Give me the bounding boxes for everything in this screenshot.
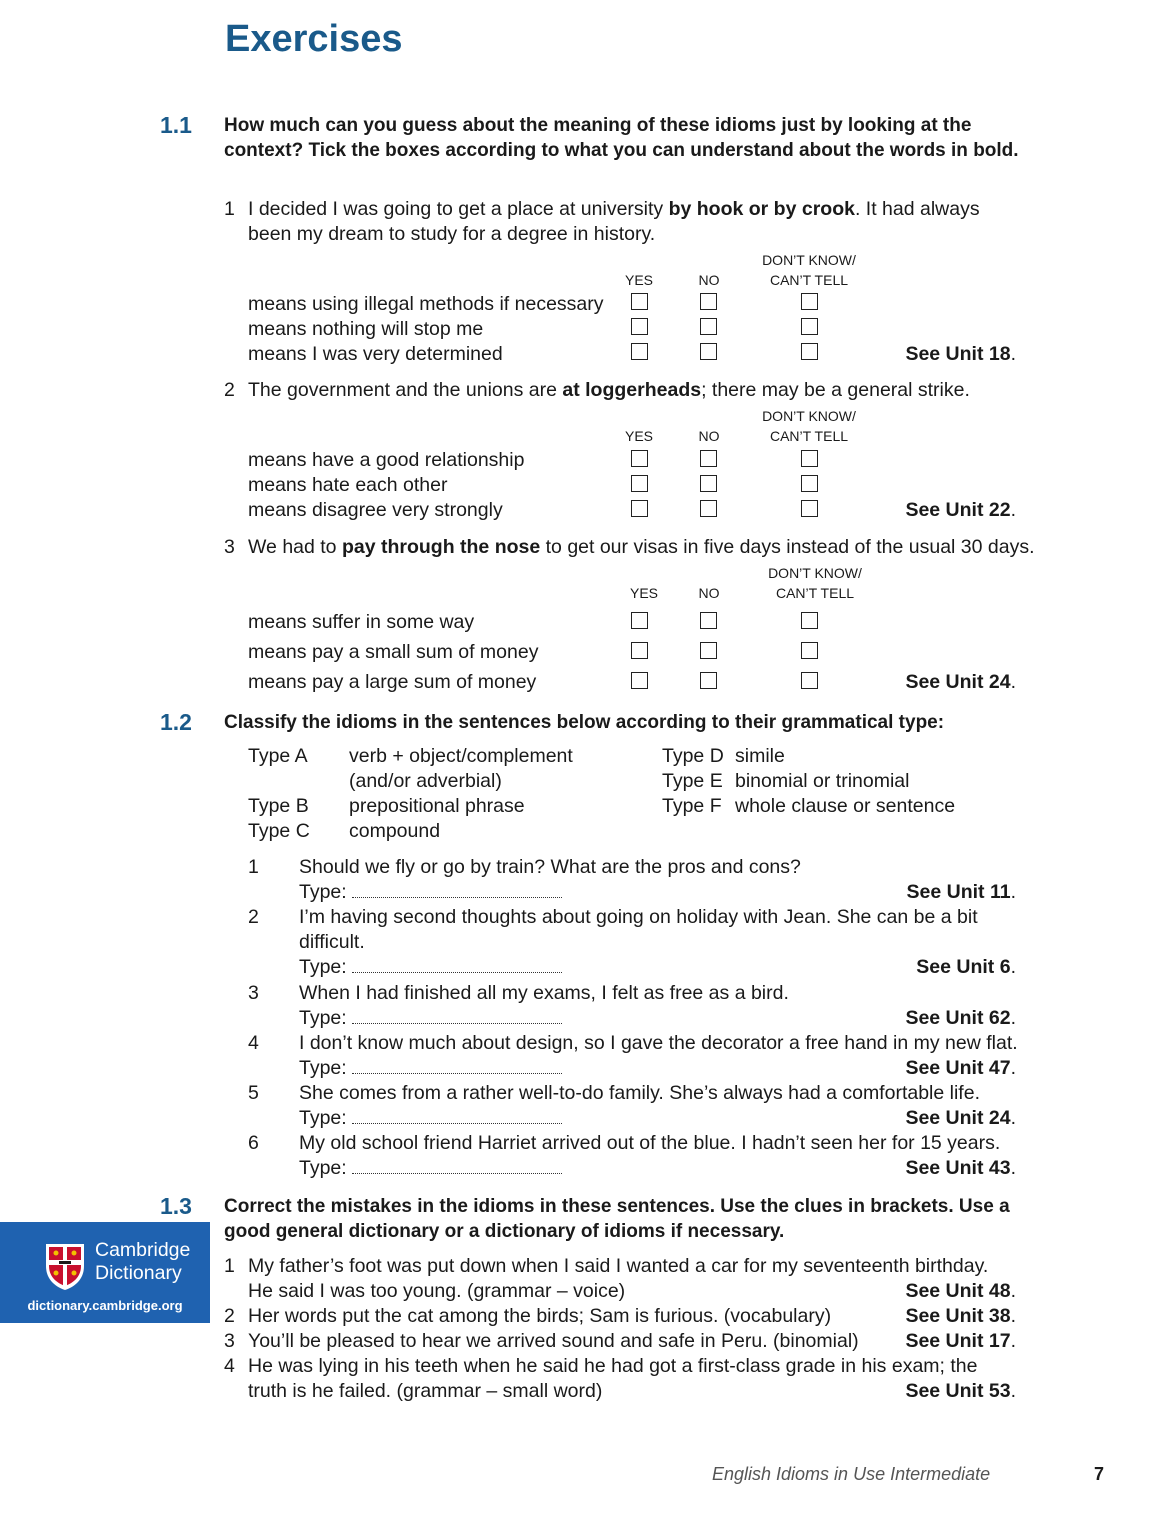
item-number: 6 <box>248 1132 259 1154</box>
type-description: verb + object/complement <box>349 745 573 767</box>
see-unit-reference: See Unit 24. <box>905 1107 1016 1129</box>
type-label: Type A <box>248 745 308 767</box>
checkbox-yes[interactable] <box>631 672 648 689</box>
type-answer-field[interactable]: Type: <box>299 1056 562 1081</box>
header-no: NO <box>698 585 720 601</box>
type-label: Type E <box>662 770 723 792</box>
option-text: means suffer in some way <box>248 611 475 633</box>
checkbox-no[interactable] <box>700 450 717 467</box>
item-sentence: My old school friend Harriet arrived out of the blue. I hadn’t seen her for 15 years. <box>299 1132 1001 1154</box>
see-unit-reference: See Unit 53. <box>905 1380 1016 1402</box>
item-sentence: She comes from a rather well-to-do family. She’s always had a comfortable life. <box>299 1082 980 1104</box>
checkbox-no[interactable] <box>700 672 717 689</box>
option-text: means hate each other <box>248 474 448 496</box>
checkbox-yes[interactable] <box>631 293 648 310</box>
question-number: 3 <box>224 536 235 558</box>
type-answer-field[interactable]: Type: <box>299 880 562 905</box>
header-yes: YES <box>624 272 653 288</box>
footer-book-title: English Idioms in Use Intermediate <box>712 1464 991 1484</box>
see-unit-reference: See Unit 62. <box>905 1007 1016 1029</box>
checkbox-no[interactable] <box>700 500 717 517</box>
option-text: means pay a large sum of money <box>248 671 537 693</box>
see-unit-reference: See Unit 22. <box>905 499 1016 521</box>
checkbox-no[interactable] <box>700 642 717 659</box>
item-number: 3 <box>224 1330 235 1352</box>
see-unit-reference: See Unit 48. <box>905 1280 1016 1302</box>
item-sentence: My father’s foot was put down when I said I wanted a car for my seventeenth birthday. <box>248 1255 989 1277</box>
checkbox-yes[interactable] <box>631 612 648 629</box>
see-unit-reference: See Unit 43. <box>905 1157 1016 1179</box>
question-text-continued: been my dream to study for a degree in history. <box>248 223 656 245</box>
item-sentence-continued: truth is he failed. (grammar – small word) <box>248 1380 603 1402</box>
see-unit-reference: See Unit 47. <box>905 1057 1016 1079</box>
checkbox-no[interactable] <box>700 293 717 310</box>
page-number: 7 <box>1094 1464 1105 1484</box>
checkbox-no[interactable] <box>700 475 717 492</box>
see-unit-reference: See Unit 38. <box>905 1305 1016 1327</box>
item-sentence: You’ll be pleased to hear we arrived sound and safe in Peru. (binomial) <box>248 1330 859 1352</box>
logo-url: dictionary.cambridge.org <box>27 1298 183 1313</box>
type-description: (and/or adverbial) <box>349 770 502 792</box>
item-number: 4 <box>248 1032 259 1054</box>
item-sentence-continued: He said I was too young. (grammar – voice) <box>248 1280 626 1302</box>
header-dont-know: DON’T KNOW/ CAN’T TELL <box>762 408 856 444</box>
type-description: whole clause or sentence <box>735 795 956 817</box>
checkbox-yes[interactable] <box>631 343 648 360</box>
type-description: binomial or trinomial <box>735 770 910 792</box>
type-description: compound <box>349 820 441 842</box>
item-number: 1 <box>248 856 259 878</box>
item-number: 5 <box>248 1082 259 1104</box>
exercise-number: 1.2 <box>160 709 192 735</box>
exercise-number: 1.1 <box>160 112 192 138</box>
exercise-number: 1.3 <box>160 1193 192 1219</box>
checkbox-yes[interactable] <box>631 500 648 517</box>
checkbox-dont-know[interactable] <box>801 500 818 517</box>
item-sentence: He was lying in his teeth when he said he had got a first-class grade in his exam; the <box>248 1355 978 1377</box>
header-no: NO <box>698 272 720 288</box>
see-unit-reference: See Unit 24. <box>905 671 1016 693</box>
checkbox-yes[interactable] <box>631 318 648 335</box>
type-description: simile <box>735 745 785 767</box>
type-answer-field[interactable]: Type: <box>299 1156 562 1181</box>
logo-text: Cambridge Dictionary <box>95 1239 191 1284</box>
type-label: Type F <box>662 795 722 817</box>
checkbox-dont-know[interactable] <box>801 672 818 689</box>
checkbox-dont-know[interactable] <box>801 612 818 629</box>
item-sentence: When I had finished all my exams, I felt as free as a bird. <box>299 982 789 1004</box>
header-yes: YES <box>624 428 653 444</box>
checkbox-dont-know[interactable] <box>801 293 818 310</box>
type-answer-field[interactable]: Type: <box>299 955 562 980</box>
checkbox-no[interactable] <box>700 343 717 360</box>
page-title: Exercises <box>225 18 403 60</box>
checkbox-yes[interactable] <box>631 450 648 467</box>
item-sentence: I don’t know much about design, so I gave the decorator a free hand in my new flat. <box>299 1032 1018 1054</box>
option-text: means nothing will stop me <box>248 318 484 340</box>
checkbox-dont-know[interactable] <box>801 318 818 335</box>
checkbox-dont-know[interactable] <box>801 343 818 360</box>
checkbox-dont-know[interactable] <box>801 642 818 659</box>
header-dont-know: DON’T KNOW/ CAN’T TELL <box>768 565 862 601</box>
option-text: means disagree very strongly <box>248 499 503 521</box>
header-no: NO <box>698 428 720 444</box>
exercise-instruction: Correct the mistakes in the idioms in these sentences. Use the clues in brackets. Use a good general dictionary or a dictionary of idioms if necessary. <box>224 1196 1010 1242</box>
option-text: means I was very determined <box>248 343 503 365</box>
type-answer-field[interactable]: Type: <box>299 1106 562 1131</box>
item-number: 3 <box>248 982 259 1004</box>
see-unit-reference: See Unit 17. <box>905 1330 1016 1352</box>
option-text: means have a good relationship <box>248 449 525 471</box>
question-text: The government and the unions are at loggerheads; there may be a general strike. <box>248 379 970 401</box>
checkbox-yes[interactable] <box>631 475 648 492</box>
checkbox-no[interactable] <box>700 318 717 335</box>
item-sentence: Her words put the cat among the birds; Sam is furious. (vocabulary) <box>248 1305 832 1327</box>
item-number: 2 <box>224 1305 235 1327</box>
item-number: 2 <box>248 906 259 928</box>
item-number: 1 <box>224 1255 235 1277</box>
checkbox-dont-know[interactable] <box>801 450 818 467</box>
checkbox-yes[interactable] <box>631 642 648 659</box>
see-unit-reference: See Unit 6. <box>916 956 1016 978</box>
item-number: 4 <box>224 1355 235 1377</box>
option-text: means pay a small sum of money <box>248 641 539 663</box>
cambridge-shield-icon <box>44 1242 86 1292</box>
question-number: 2 <box>224 379 235 401</box>
see-unit-reference: See Unit 11. <box>906 881 1016 903</box>
type-description: prepositional phrase <box>349 795 525 817</box>
option-text: means using illegal methods if necessary <box>248 293 604 315</box>
checkbox-dont-know[interactable] <box>801 475 818 492</box>
question-text: We had to pay through the nose to get our visas in five days instead of the usual 30 days. <box>248 536 1035 558</box>
type-answer-field[interactable]: Type: <box>299 1006 562 1031</box>
exercise-instruction: Classify the idioms in the sentences below according to their grammatical type: <box>224 712 945 733</box>
header-dont-know: DON’T KNOW/ CAN’T TELL <box>762 252 856 288</box>
type-label: Type C <box>248 820 310 842</box>
header-yes: YES <box>629 585 658 601</box>
see-unit-reference: See Unit 18. <box>905 343 1016 365</box>
item-sentence: I’m having second thoughts about going on holiday with Jean. She can be a bit <box>299 906 978 928</box>
question-number: 1 <box>224 198 235 220</box>
item-sentence: Should we fly or go by train? What are the pros and cons? <box>299 856 801 878</box>
type-label: Type B <box>248 795 309 817</box>
question-text: I decided I was going to get a place at university by hook or by crook. It had always <box>248 198 980 220</box>
checkbox-no[interactable] <box>700 612 717 629</box>
cambridge-dictionary-logo[interactable] <box>0 1222 210 1323</box>
exercise-instruction: How much can you guess about the meaning of these idioms just by looking at the context? Tick the boxes according to what you can understand about the words in bold. <box>224 115 1019 161</box>
item-sentence-continued: difficult. <box>299 931 365 953</box>
type-label: Type D <box>662 745 724 767</box>
